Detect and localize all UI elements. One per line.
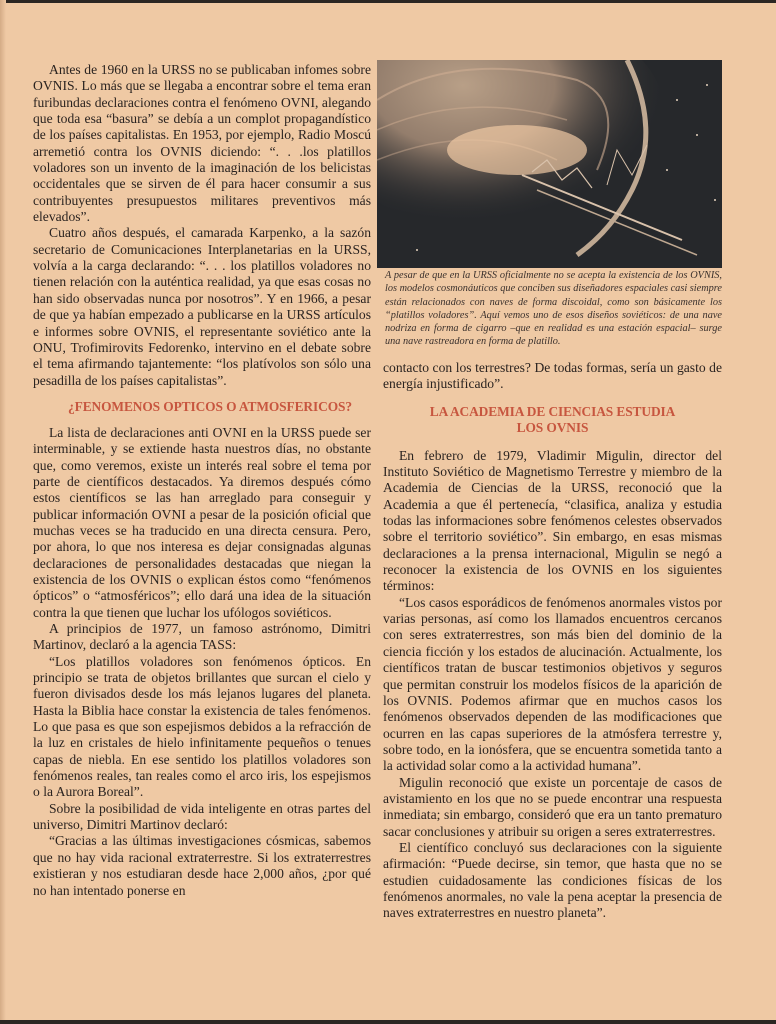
paragraph: Migulin reconoció que existe un porcentaje de casos de avistamiento en los que no se puede encontrar una respuesta inmediata; sin embargo, consideró que era un tanto prematuro sacar conclusiones y atribuir su origen a seres extraterrestres. <box>383 774 722 839</box>
photo-caption <box>385 269 722 349</box>
section-heading <box>383 404 722 436</box>
paragraph: En febrero de 1979, Vladimir Migulin, director del Instituto Soviético de Magnetismo Terrestre y miembro de la Academia de Ciencias de la URSS, reconoció que la Academia a que él pertenecía, “clasifica, analiza y estudia todas las informaciones sobre fenómenos celestes observados sobre el territorio soviético”. Sin embargo, en esas mismas declaraciones a la prensa internacional, Migulin se negó a reconocer la existencia de los OVNIS en los siguientes términos: <box>383 447 722 594</box>
section-heading: ¿FENOMENOS OPTICOS O ATMOSFERICOS? <box>68 398 352 414</box>
page-binding-edge <box>0 0 6 1024</box>
page-top-edge <box>0 0 776 3</box>
paragraph: Sobre la posibilidad de vida inteligente en otras partes del universo, Dimitri Martinov declaró: <box>33 800 371 833</box>
page-bottom-edge <box>0 1020 776 1024</box>
paragraph: La lista de declaraciones anti OVNI en la URSS puede ser interminable, y se extiende hasta nuestros días, no obstante que, como veremos, existe un interés real sobre el tema por parte de científicos destacados. Ya diremos después cómo estos científicos se las han arreglado para conseguir y publicar información OVNI a pesar de la posición oficial que muchas veces se ha traducido en una directa censura. Pero, por ahora, lo que nos interesa es dejar consignadas algunas declaraciones de personalidades destacadas que niegan la existencia de los OVNIS o explican éstos como “fenómenos ópticos” o “atmosféricos”; ello dará una idea de la situación contra la que tienen que luchar los ufólogos soviéticos. <box>33 424 371 620</box>
paragraph: El científico concluyó sus declaraciones con la siguiente afirmación: “Puede decirse, sin temor, que hasta que no se estudien cuidadosamente las condiciones físicas de los fenómenos anormales, no vale la pena aceptar la presencia de naves extraterrestres en nuestro planeta”. <box>383 839 722 921</box>
left-column <box>33 62 371 899</box>
paragraph: Cuatro años después, el camarada Karpenko, a la sazón secretario de Comunicaciones Interplanetarias en la URSS, volvía a la carga declarando: “. . . los platillos voladores no tienen relación con la auténtica realidad, ya que esas cosas no han sido observadas nunca por nosotros”. Y en 1966, a pesar de que ya habían empezado a publicarse en la URSS artículos e informes sobre OVNIS, el representante soviético ante la ONU, Trofimirovits Fedorenko, intervino en el debate sobre el tema afirmando tajantemente: “los platívolos son sólo una pesadilla de los países capitalistas”. <box>33 225 371 388</box>
quote-paragraph: “Gracias a las últimas investigaciones cósmicas, sabemos que no hay vida racional extraterrestre. Si los extraterrestres existieran y nos estudiaran desde hace 2,000 años, ¿por qué no han intentado ponerse en <box>33 833 371 898</box>
quote-paragraph: “Los casos esporádicos de fenómenos anormales vistos por varias personas, así como los llamados encuentros cercanos con seres extraterrestres, son más bien del dominio de la ciencia ficción y los estados de alucinación. Actualmente, los científicos tratan de buscar testimonios objetivos y seguros que permitan construir los modelos físicos de la aparición de los OVNIS. Podemos afirmar que en muchos casos los fenómenos observados dependen de las modificaciones que ocurren en las capas superiores de la atmósfera terrestre y, sobre todo, en la ionósfera, que se encuentra sometida tanto a la actividad solar como a la actividad humana”. <box>383 594 722 774</box>
continued-paragraph: contacto con los terrestres? De todas formas, sería un gasto de energía injustificado”. <box>383 360 722 392</box>
heading-line: LA ACADEMIA DE CIENCIAS ESTUDIA <box>429 403 676 419</box>
quote-paragraph: “Los platillos voladores son fenómenos ópticos. En principio se trata de objetos brillantes que surcan el cielo y fueron divisados desde los más lejanos lugares del planeta. Hasta la Biblia hace constar la existencia de tales fenómenos. Lo que pasa es que son espejismos debidos a la refracción de la luz en cristales de hielo infinitamente pequeños o tenues capas de niebla. En ese sentido los platillos voladores son fenómenos reales, tan reales como el arco iris, los espejismos o la Aurora Boreal”. <box>33 653 371 800</box>
heading-line: LOS OVNIS <box>516 419 589 435</box>
right-column <box>383 360 722 922</box>
paragraph: A principios de 1977, un famoso astrónomo, Dimitri Martinov, declaró a la agencia TASS: <box>33 621 371 653</box>
caption-text: A pesar de que en la URSS oficialmente no se acepta la existencia de los OVNIS, los modelos cosmonáuticos que conciben sus diseñadores espaciales casi siempre están relacionados con naves de forma discoidal, como son básicamente los “platillos voladores”. Aquí vemos uno de esos diseños soviéticos: de una nave nodriza en forma de cigarro –que en realidad es una estación espacial– surge una nave rastreadora en forma de platillo. <box>385 270 722 348</box>
paragraph: Antes de 1960 en la URSS no se publicaban infomes sobre OVNIS. Lo más que se llegaba a encontrar sobre el tema eran furibundas declaraciones contra el fenómeno OVNI, alegando que toda esa “basura” se debía a un complot propagandístico de los países capitalistas. En 1953, por ejemplo, Radio Moscú arremetió contra los OVNIS diciendo: “. . .los platillos voladores son un invento de la imaginación de los belicistas occidentales que se sirven de él para hacer consumir a sus contribuyentes presupuestos militares preventivos más elevados”. <box>33 62 371 225</box>
spacecraft-illustration <box>377 60 722 268</box>
spacecraft-illustration-art <box>377 60 722 268</box>
